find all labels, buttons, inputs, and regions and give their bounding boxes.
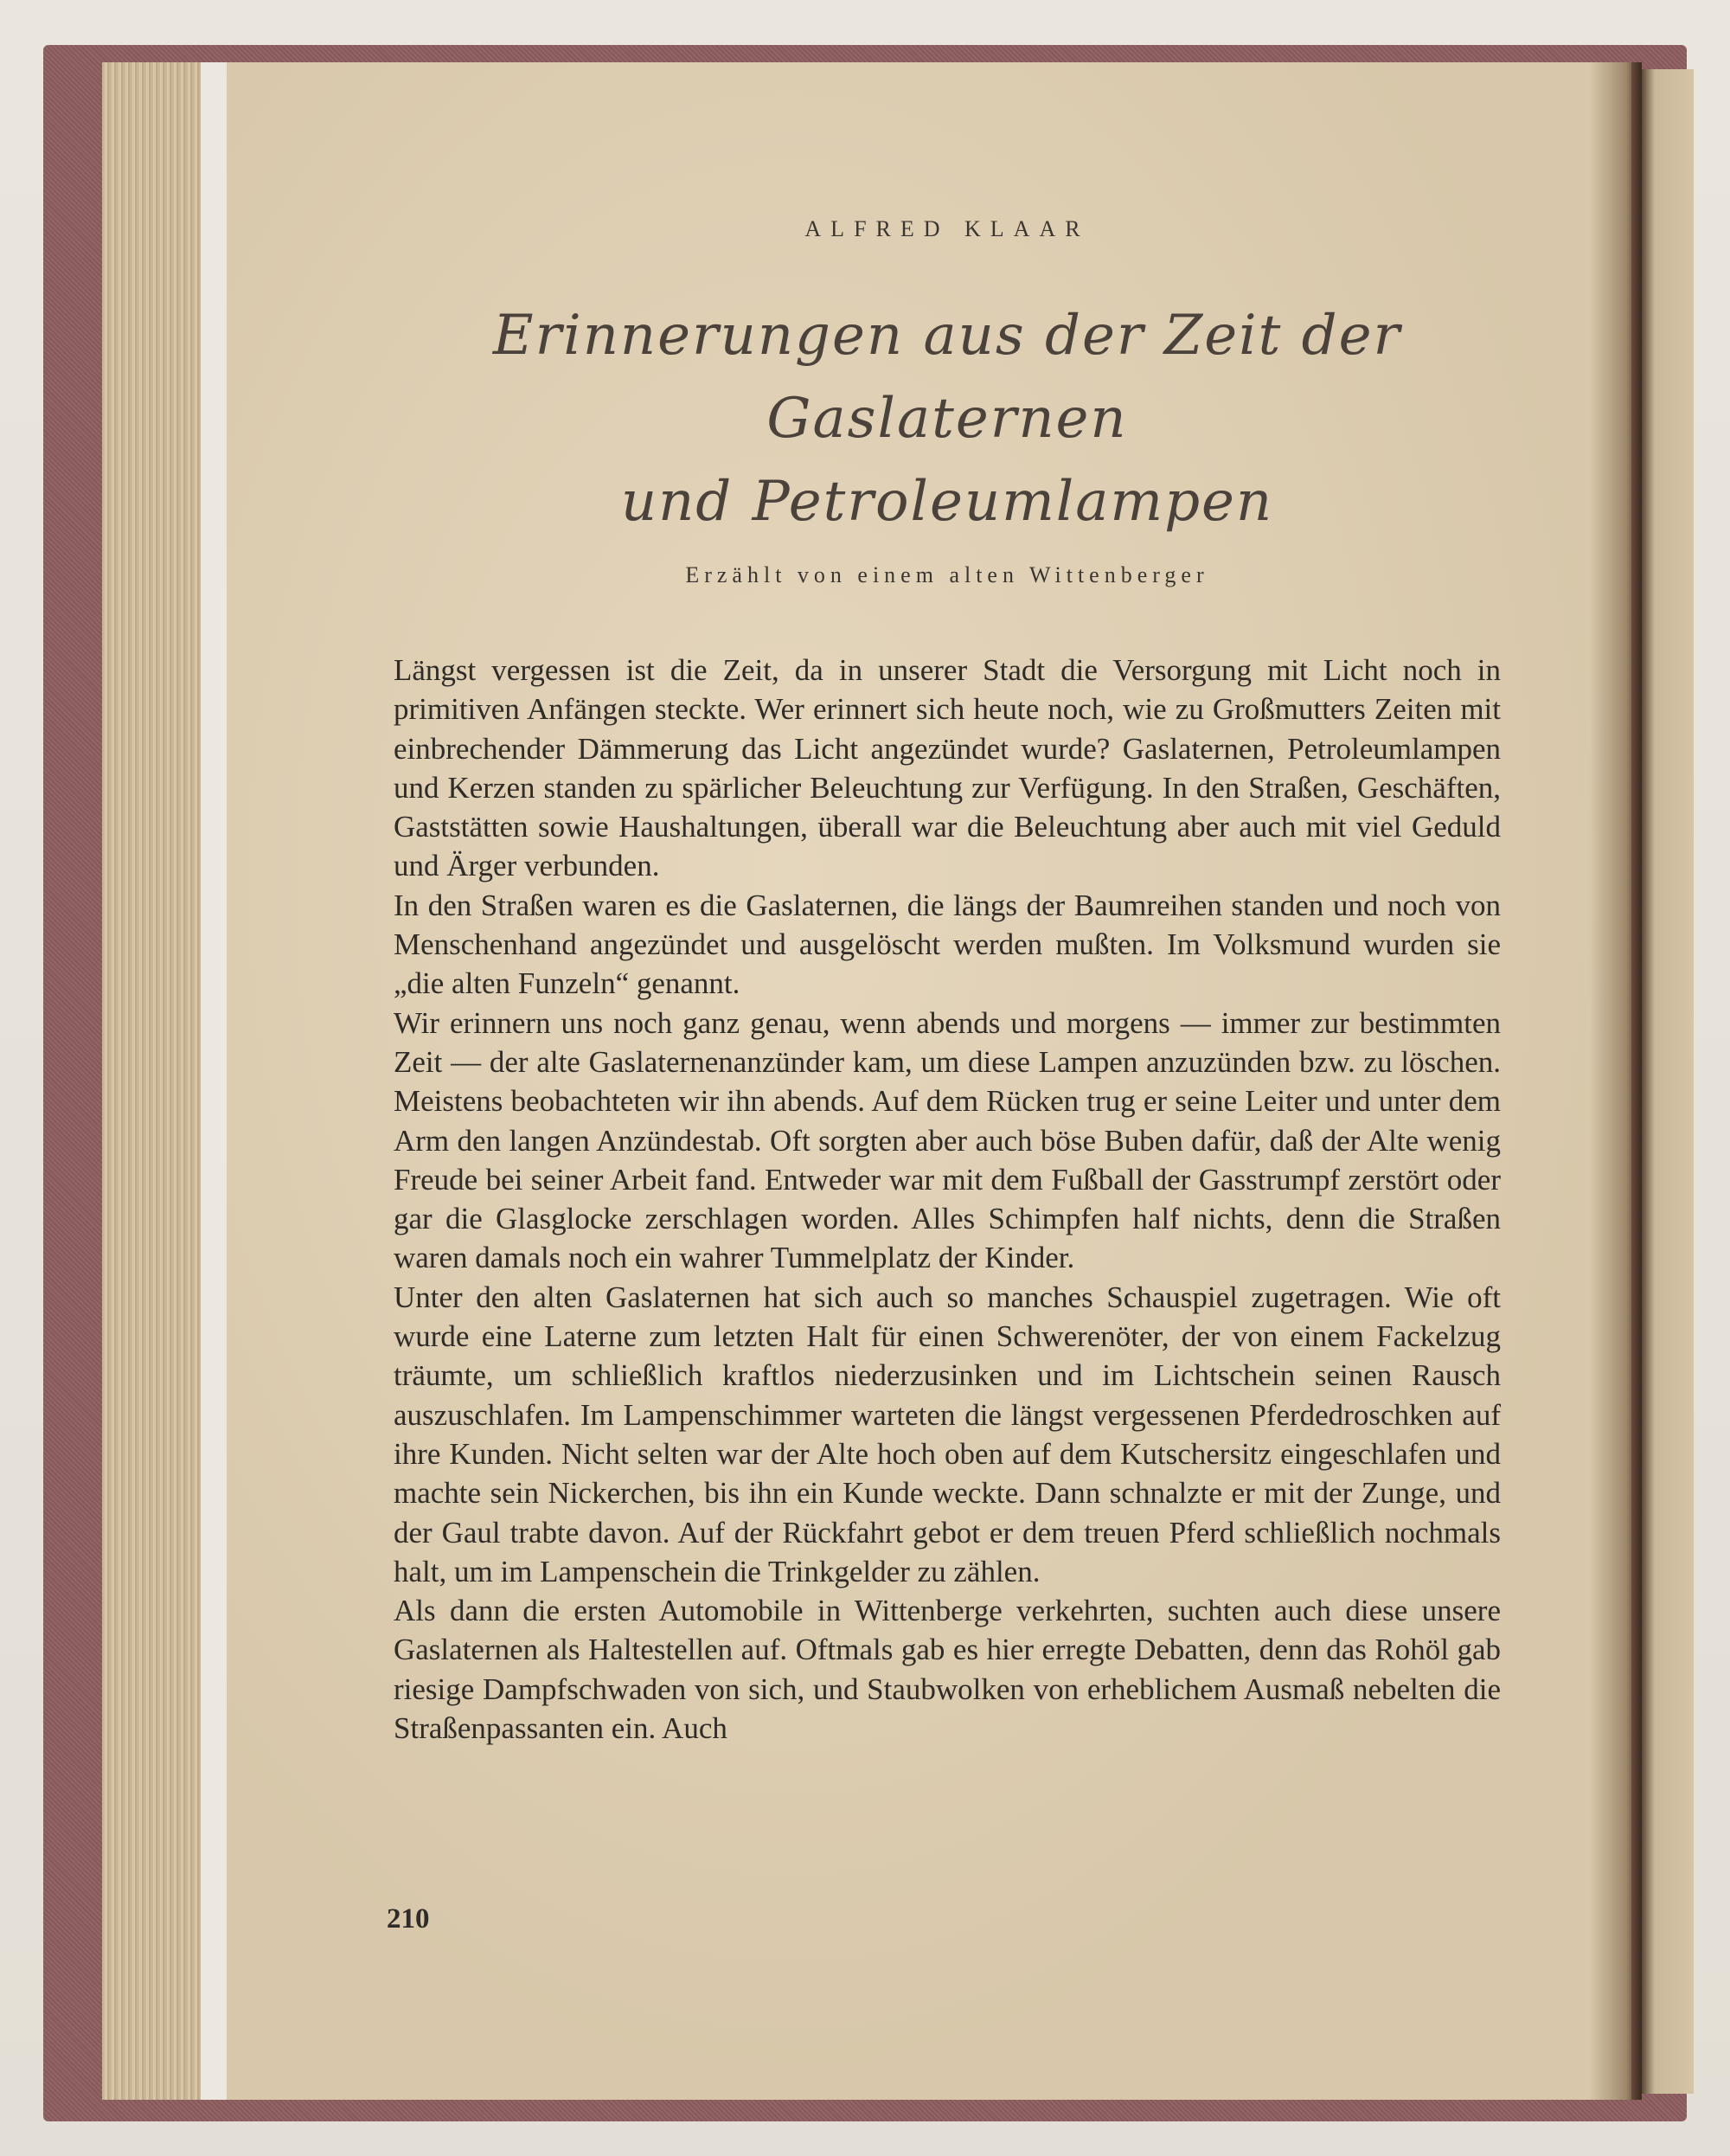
book-gutter: [1590, 62, 1642, 2100]
paragraph: Als dann die ersten Automobile in Wittenberge verkehrten, suchten auch diese unsere Gaslaternen als Haltestellen auf. Oftmals gab es hier erregte Debatten, denn das Rohöl gab riesige Dampfschwaden von sich, und Staubwolken von erheblichem Ausmaß nebelten die Straßenpassanten ein. Auch: [394, 1594, 1501, 1746]
page-content: [394, 216, 1501, 1748]
chapter-subtitle: Erzählt von einem alten Wittenberger: [685, 562, 1209, 587]
paragraph: In den Straßen waren es die Gaslaternen, die längs der Baumreihen standen und noch von Menschenhand angezündet und ausgelöscht werden mußten. Im Volksmund wurden sie „die alten Funzeln“ genannt.: [394, 888, 1501, 1001]
body-text: [394, 651, 1501, 1748]
page-edge-highlight: [201, 62, 227, 2100]
paragraph: Unter den alten Gaslaternen hat sich auch so manches Schauspiel zugetragen. Wie oft wurde eine Laterne zum letzten Halt für einen Schwerenöter, der von einem Fackelzug träumte, um schließlich kraftlos niederzusinken und im Lichtschein seinen Rausch auszuschlafen. Im Lampenschimmer warteten die längst vergessenen Pferdedroschken auf ihre Kunden. Nicht selten war der Alte hoch oben auf dem Kutschersitz eingeschlafen und machte sein Nickerchen, bis ihn ein Kunde weckte. Dann schnalzte er mit der Zunge, und der Gaul trabte davon. Auf der Rückfahrt gebot er dem treuen Pferd schließlich nochmals halt, um im Lampenschein die Trinkgelder zu zählen.: [394, 1280, 1501, 1588]
author-name: ALFRED KLAAR: [804, 216, 1090, 241]
paragraph: Wir erinnern uns noch ganz genau, wenn abends und morgens — immer zur bestimmten Zeit — der alte Gaslaternenanzünder kam, um diese Lampen anzuzünden bzw. zu löschen. Meistens beobachteten wir ihn abends. Auf dem Rücken trug er seine Leiter und unter dem Arm den langen Anzündestab. Oft sorgten aber auch böse Buben dafür, daß der Alte wenig Freude bei seiner Arbeit fand. Entweder war mit dem Fußball der Gasstrumpf zerstört oder gar die Glasglocke zerschlagen worden. Alles Schimpfen half nichts, denn die Straßen waren damals noch ein wahrer Tummelplatz der Kinder.: [394, 1005, 1501, 1275]
paragraph: Längst vergessen ist die Zeit, da in unserer Stadt die Versorgung mit Licht noch in primitiven Anfängen steckte. Wer erinnert sich heute noch, wie zu Großmutters Zeiten mit einbrechender Dämmerung das Licht angezündet wurde? Gaslaternen, Petroleumlampen und Kerzen standen zu spärlicher Beleuchtung zur Verfügung. In den Straßen, Geschäften, Gaststätten sowie Haushaltungen, überall war die Beleuchtung aber auch mit viel Geduld und Ärger verbunden.: [394, 653, 1501, 883]
chapter-title-line-1: Erinnerungen aus der Zeit der Gaslaternen: [492, 304, 1402, 451]
facing-page-edge: [1642, 69, 1694, 2094]
chapter-title-line-2: und Petroleumlampen: [620, 470, 1274, 534]
page-number: 210: [387, 1903, 430, 1935]
